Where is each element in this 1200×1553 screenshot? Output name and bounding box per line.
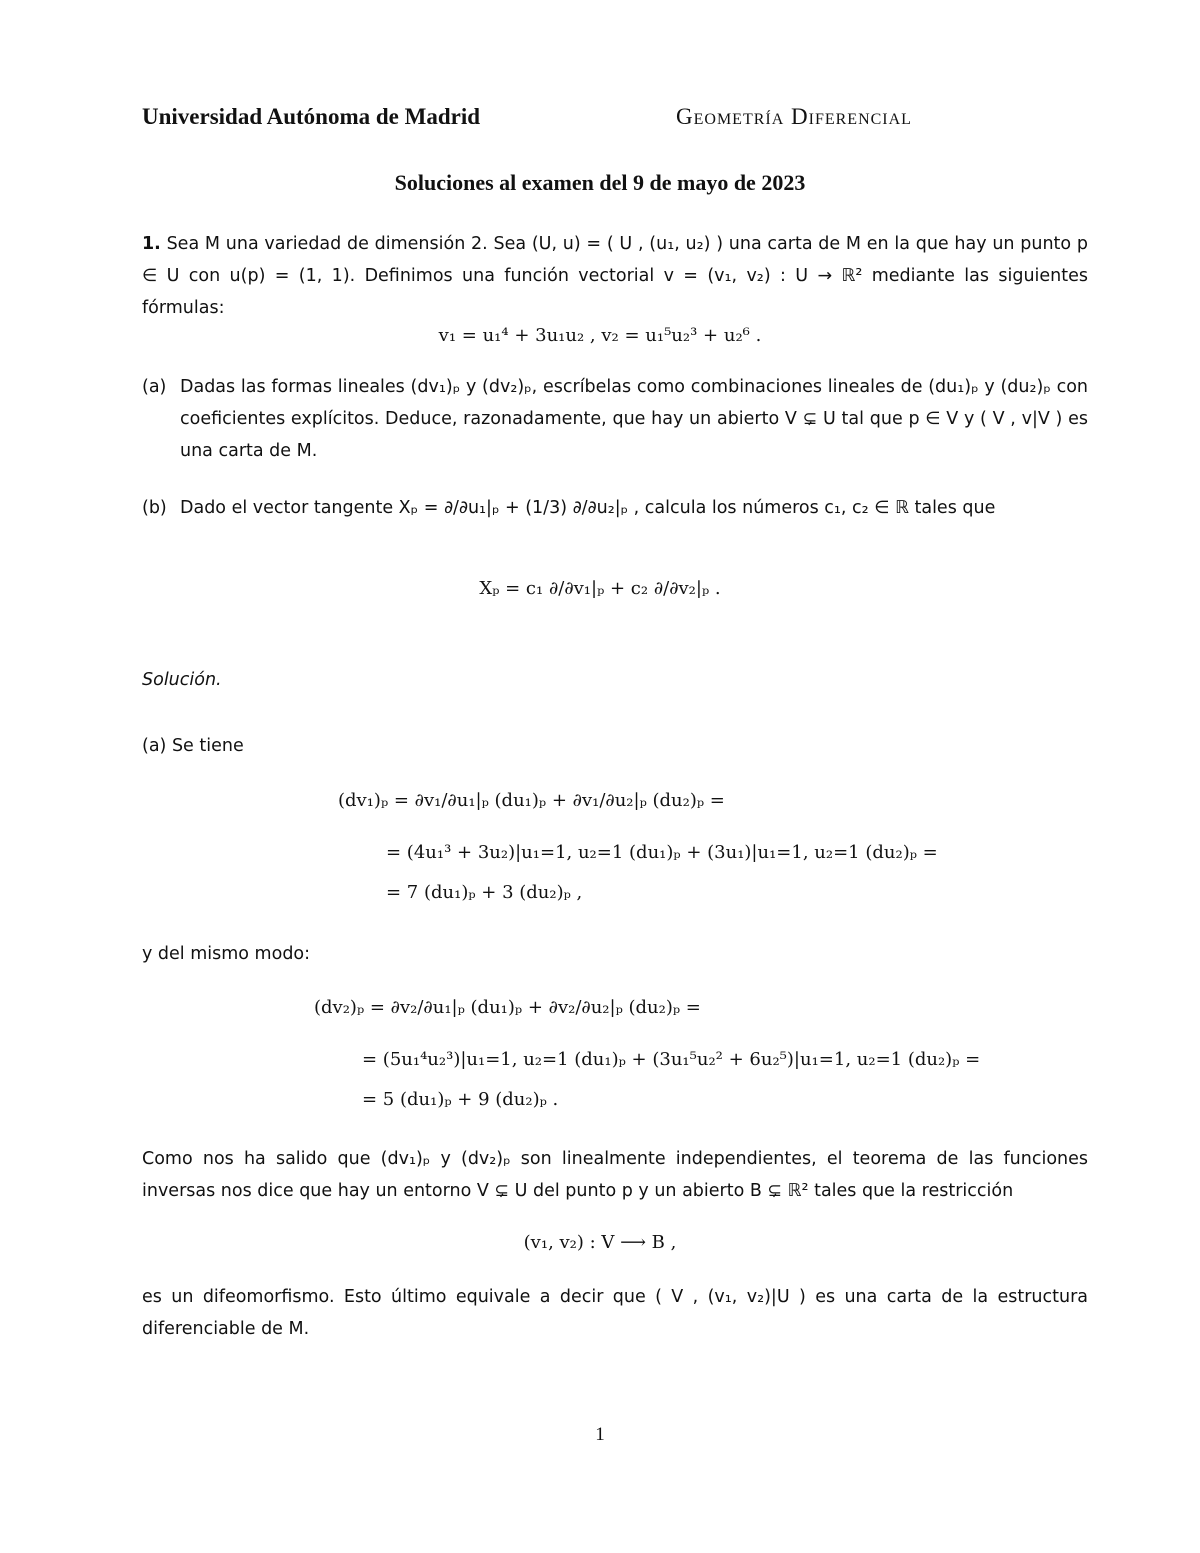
problem-number: 1. — [142, 234, 161, 254]
part-b-formula: Xₚ = c₁ ∂/∂v₁|ₚ + c₂ ∂/∂v₂|ₚ . — [479, 578, 721, 599]
part-a-label: (a) — [142, 377, 167, 397]
part-b-label: (b) — [142, 498, 167, 518]
restriction-formula: (v₁, v₂) : V ⟶ B , — [523, 1232, 677, 1253]
solution-conclusion-1: Como nos ha salido que (dv₁)ₚ y (dv₂)ₚ son linealmente independientes, el teorema de las funciones inversas nos dice que hay un entorno V ⊊ U del punto p y un abierto B ⊊ ℝ² tales que la restricción — [142, 1149, 1088, 1201]
solution-heading: Solución. — [142, 670, 222, 690]
eq2-line: (dv₂)ₚ = ∂v₂/∂u₁|ₚ (du₁)ₚ + ∂v₂/∂u₂|ₚ (du₂)ₚ = — [314, 997, 701, 1018]
part-b — [142, 492, 1088, 524]
page-number: 1 — [595, 1424, 605, 1445]
eq2-line: = (5u₁⁴u₂³)|u₁=1, u₂=1 (du₁)ₚ + (3u₁⁵u₂² + 6u₂⁵)|u₁=1, u₂=1 (du₂)ₚ = — [362, 1049, 981, 1070]
part-a — [142, 371, 1088, 467]
problem-text: Sea M una variedad de dimensión 2. Sea (U, u) = ( U , (u₁, u₂) ) una carta de M en la que hay un punto p ∈ U con u(p) = (1, 1). Definimos una función vectorial v = (v₁, v₂) : U → ℝ² mediante las siguientes fórmulas: — [142, 234, 1088, 318]
university-name: Universidad Autónoma de Madrid — [142, 104, 481, 129]
solution-conclusion-2: es un difeomorfismo. Esto último equivale a decir que ( V , (v₁, v₂)|U ) es una carta de la estructura diferenciable de M. — [142, 1287, 1088, 1339]
eq1-line: = 7 (du₁)ₚ + 3 (du₂)ₚ , — [386, 882, 583, 903]
eq1-line: (dv₁)ₚ = ∂v₁/∂u₁|ₚ (du₁)ₚ + ∂v₁/∂u₂|ₚ (du₂)ₚ = — [338, 790, 725, 811]
part-a-text: Dadas las formas lineales (dv₁)ₚ y (dv₂)ₚ, escríbelas como combinaciones lineales de (du₁)ₚ y (du₂)ₚ con coeficientes explícitos. Deduce, razonadamente, que hay un abierto V ⊊ U tal que p ∈ V y ( V , v|V ) es una carta de M. — [180, 377, 1088, 461]
equation-block-dv1 — [338, 790, 938, 916]
eq1-line: = (4u₁³ + 3u₂)|u₁=1, u₂=1 (du₁)ₚ + (3u₁)|u₁=1, u₂=1 (du₂)ₚ = — [386, 842, 938, 863]
eq2-line: = 5 (du₁)ₚ + 9 (du₂)ₚ . — [362, 1089, 559, 1110]
solution-mid-text: y del mismo modo: — [142, 944, 311, 964]
part-b-text: Dado el vector tangente Xₚ = ∂/∂u₁|ₚ + (1/3) ∂/∂u₂|ₚ , calcula los números c₁, c₂ ∈ ℝ tales que — [180, 498, 996, 518]
problem-statement — [142, 228, 1088, 324]
equation-block-dv2 — [314, 997, 980, 1123]
course-name: Geometría Diferencial — [676, 104, 912, 129]
solution-a-intro: (a) Se tiene — [142, 736, 244, 756]
problem-formula: v₁ = u₁⁴ + 3u₁u₂ , v₂ = u₁⁵u₂³ + u₂⁶ . — [438, 325, 762, 346]
document-title: Soluciones al examen del 9 de mayo de 2023 — [394, 170, 806, 195]
